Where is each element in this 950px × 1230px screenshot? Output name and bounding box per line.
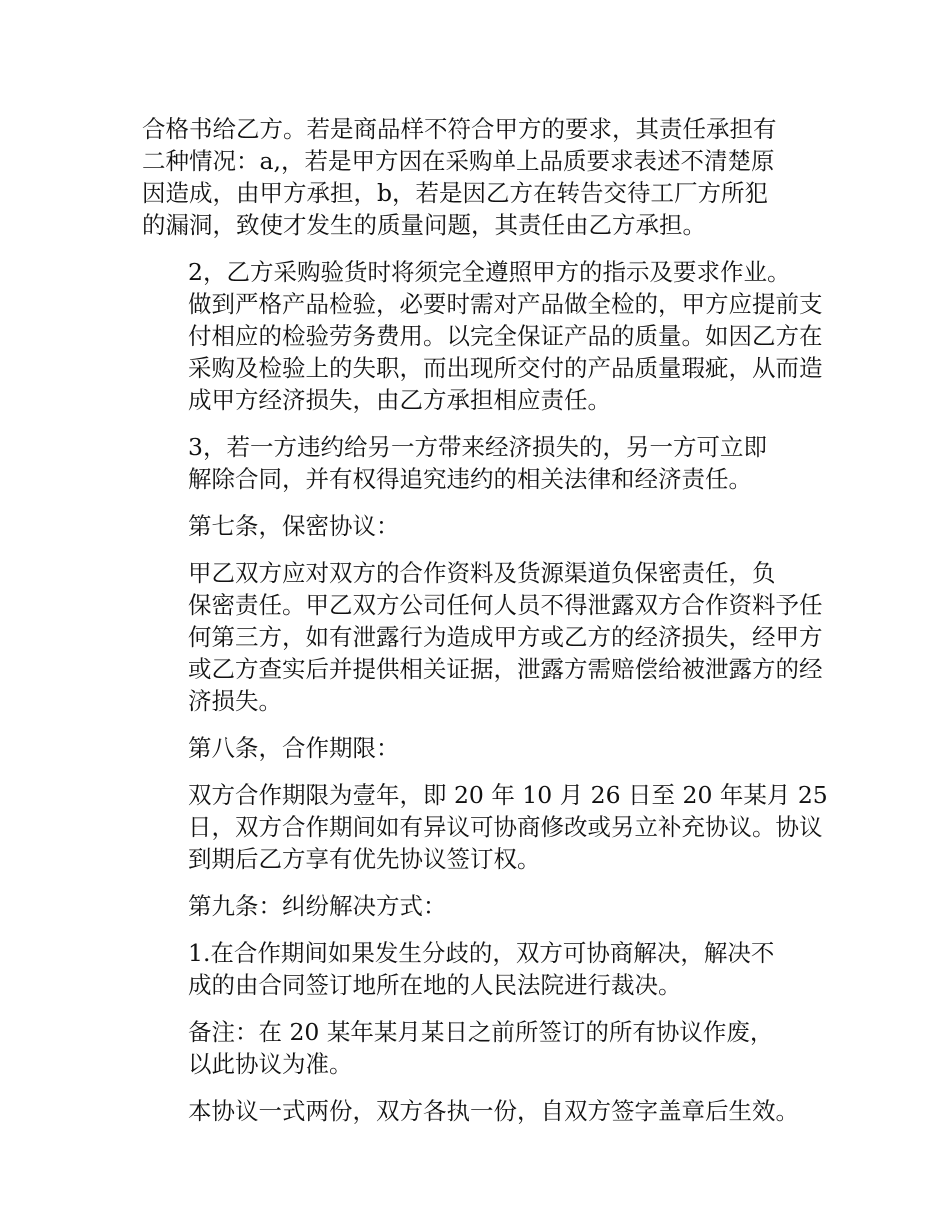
text-line: 的漏洞，致使才发生的质量问题，其责任由乙方承担。 [142, 211, 706, 239]
text-line: 做到严格产品检验，必要时需对产品做全检的，甲方应提前支 [188, 290, 823, 318]
text-line: 成的由合同签订地所在地的人民法院进行裁决。 [188, 971, 682, 999]
text-line: 双方合作期限为壹年，即 20 年 10 月 26 日至 20 年某月 25 [188, 781, 828, 809]
text-line: 二种情况：a,，若是甲方因在采购单上品质要求表述不清楚原 [142, 147, 775, 175]
text-line: 第九条：纠纷解决方式： [188, 892, 447, 920]
text-line: 第八条，合作期限： [188, 734, 400, 762]
paragraph-remark [142, 1016, 822, 1080]
paragraph-breach [142, 431, 822, 495]
text-line: 成甲方经济损失，由乙方承担相应责任。 [188, 386, 611, 414]
section-heading-article-8 [142, 732, 822, 764]
text-line: 2，乙方采购验货时将须完全遵照甲方的指示及要求作业。 [188, 258, 791, 286]
section-heading-article-9 [142, 890, 822, 922]
text-line: 济损失。 [188, 687, 282, 715]
text-line: 到期后乙方享有优先协议签订权。 [188, 845, 541, 873]
text-line: 本协议一式两份，双方各执一份，自双方签字盖章后生效。 [188, 1097, 799, 1125]
text-line: 付相应的检验劳务费用。以完全保证产品的质量。如因乙方在 [188, 322, 823, 350]
text-line: 或乙方查实后并提供相关证据，泄露方需赔偿给被泄露方的经 [188, 655, 823, 683]
text-line: 3，若一方违约给另一方带来经济损失的，另一方可立即 [188, 433, 767, 461]
text-line: 解除合同，并有权得追究违约的相关法律和经济责任。 [188, 465, 752, 493]
paragraph-copies [142, 1095, 822, 1127]
text-line: 备注：在 20 某年某月某日之前所签订的所有协议作废， [188, 1018, 774, 1046]
text-line: 采购及检验上的失职，而出现所交付的产品质量瑕疵，从而造 [188, 354, 823, 382]
paragraph-dispute [142, 937, 822, 1001]
document-body [142, 113, 828, 1142]
text-line: 日，双方合作期间如有异议可协商修改或另立补充协议。协议 [188, 813, 823, 841]
text-line: 第七条，保密协议： [188, 512, 400, 540]
paragraph-term [142, 779, 828, 875]
text-line: 以此协议为准。 [188, 1050, 353, 1078]
text-line: 何第三方，如有泄露行为造成甲方或乙方的经济损失，经甲方 [188, 623, 823, 651]
text-line: 因造成，由甲方承担，b，若是因乙方在转告交待工厂方所犯 [142, 179, 769, 207]
text-line: 1.在合作期间如果发生分歧的，双方可协商解决，解决不 [188, 939, 775, 967]
text-line: 保密责任。甲乙双方公司任何人员不得泄露双方合作资料予任 [188, 591, 823, 619]
paragraph-confidentiality [142, 557, 822, 717]
paragraph-sample-liability [142, 113, 822, 241]
paragraph-inspection [142, 256, 822, 416]
text-line: 甲乙双方应对双方的合作资料及货源渠道负保密责任，负 [188, 559, 776, 587]
text-line: 合格书给乙方。若是商品样不符合甲方的要求，其责任承担有 [142, 115, 777, 143]
section-heading-article-7 [142, 510, 822, 542]
